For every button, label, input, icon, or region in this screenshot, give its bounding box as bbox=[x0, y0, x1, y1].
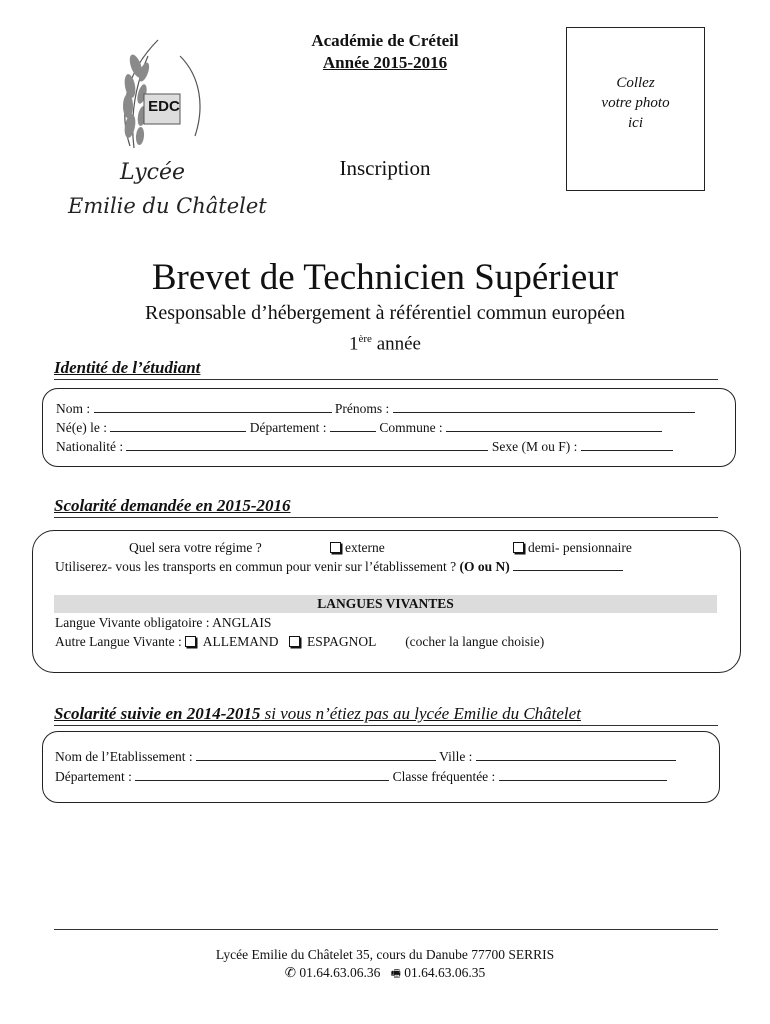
year-word: année bbox=[376, 333, 421, 355]
demi-pensionnaire-label: demi- pensionnaire bbox=[528, 540, 632, 555]
departement-classe-row bbox=[55, 769, 667, 785]
cocher-hint: (cocher la langue choisie) bbox=[405, 634, 545, 649]
sexe-field[interactable] bbox=[581, 439, 673, 451]
scolarite-suivie-box bbox=[42, 731, 720, 803]
scolarite-suivie-heading-rest: si vous n’étiez pas au lycée Emilie du Châtelet bbox=[260, 704, 581, 723]
photo-box bbox=[566, 27, 705, 191]
logo-initials: EDC bbox=[148, 98, 180, 115]
footer-contacts bbox=[0, 965, 770, 984]
photo-instructions bbox=[567, 73, 704, 133]
o-ou-n-label: (O ou N) bbox=[459, 559, 510, 574]
page-subtitle: Responsable d’hébergement à référentiel commun européen bbox=[145, 302, 625, 324]
photo-line-2: votre photo bbox=[601, 95, 670, 111]
photo-line-1: Collez bbox=[616, 75, 655, 91]
phone-number: 01.64.63.06.36 bbox=[299, 965, 381, 980]
demi-pensionnaire-option[interactable] bbox=[513, 540, 632, 556]
externe-option[interactable] bbox=[330, 540, 385, 556]
year-superscript: ère bbox=[358, 333, 372, 345]
section-scolarite-demandee-heading bbox=[54, 496, 718, 518]
classe-label: Classe fréquentée : bbox=[392, 769, 496, 784]
autre-langue-row bbox=[55, 634, 544, 650]
demi-pensionnaire-checkbox[interactable] bbox=[513, 542, 524, 553]
prenoms-field[interactable] bbox=[393, 401, 695, 413]
nationalite-field[interactable] bbox=[126, 439, 488, 451]
regime-question: Quel sera votre régime ? bbox=[129, 540, 262, 555]
nationalite-label: Nationalité : bbox=[56, 439, 124, 454]
section-identite-heading bbox=[54, 358, 718, 380]
espagnol-label: ESPAGNOL bbox=[307, 634, 376, 649]
fax-icon: 🖷 bbox=[390, 967, 401, 980]
espagnol-checkbox[interactable] bbox=[289, 636, 300, 647]
academie-label: Académie de Créteil bbox=[311, 31, 459, 50]
ville-label: Ville : bbox=[439, 749, 473, 764]
year-number: 1 bbox=[349, 333, 359, 355]
identite-row-1 bbox=[56, 401, 695, 417]
externe-checkbox[interactable] bbox=[330, 542, 341, 553]
section-scolarite-suivie-heading bbox=[54, 704, 718, 726]
footer-divider bbox=[54, 929, 718, 930]
photo-line-3: ici bbox=[628, 115, 643, 131]
ne-le-field[interactable] bbox=[110, 420, 246, 432]
year-label bbox=[0, 333, 770, 355]
allemand-checkbox[interactable] bbox=[185, 636, 196, 647]
classe-field[interactable] bbox=[499, 769, 667, 781]
inscription-label: Inscription bbox=[339, 156, 431, 180]
footer-address: Lycée Emilie du Châtelet 35, cours du Danube 77700 SERRIS bbox=[215, 947, 555, 962]
identite-row-3 bbox=[56, 439, 673, 455]
etablissement-label: Nom de l’Etablissement : bbox=[55, 749, 193, 764]
annee-label: Année 2015-2016 bbox=[322, 53, 448, 72]
prenoms-label: Prénoms : bbox=[334, 401, 390, 416]
allemand-label: ALLEMAND bbox=[202, 634, 279, 649]
scolarite-demandee-heading-text: Scolarité demandée en 2015-2016 bbox=[54, 496, 291, 515]
nom-field[interactable] bbox=[94, 401, 332, 413]
identite-row-2 bbox=[56, 420, 662, 436]
logo-name-line2: Emilie du Châtelet bbox=[68, 194, 267, 218]
autre-langue-label: Autre Langue Vivante : bbox=[55, 634, 182, 649]
transports-question: Utiliserez- vous les transports en commun pour venir sur l’établissement ? bbox=[55, 559, 457, 574]
fax-number: 01.64.63.06.35 bbox=[404, 965, 486, 980]
etablissement-field[interactable] bbox=[196, 749, 436, 761]
header-academie-block bbox=[250, 30, 520, 74]
etablissement-row bbox=[55, 749, 676, 765]
departement-field[interactable] bbox=[330, 420, 376, 432]
commune-label: Commune : bbox=[379, 420, 443, 435]
langues-vivantes-bar: LANGUES VIVANTES bbox=[54, 595, 717, 613]
scolarite-suivie-heading-bold: Scolarité suivie en 2014-2015 bbox=[54, 704, 261, 723]
externe-label: externe bbox=[345, 540, 385, 555]
nom-label: Nom : bbox=[56, 401, 91, 416]
school-logo bbox=[60, 36, 270, 226]
suivie-departement-label: Département : bbox=[55, 769, 132, 784]
ne-le-label: Né(e) le : bbox=[56, 420, 107, 435]
phone-icon: ✆ bbox=[284, 965, 297, 980]
page-title: Brevet de Technicien Supérieur bbox=[151, 257, 619, 298]
commune-field[interactable] bbox=[446, 420, 662, 432]
identite-box bbox=[42, 388, 736, 467]
transports-row bbox=[55, 559, 623, 575]
departement-label: Département : bbox=[249, 420, 327, 435]
identite-heading-text: Identité de l’étudiant bbox=[54, 358, 201, 377]
ville-field[interactable] bbox=[476, 749, 676, 761]
transports-field[interactable] bbox=[513, 559, 623, 571]
suivie-departement-field[interactable] bbox=[135, 769, 389, 781]
langue-obligatoire: Langue Vivante obligatoire : ANGLAIS bbox=[55, 615, 272, 630]
logo-name-line1: Lycée bbox=[120, 160, 186, 185]
sexe-label: Sexe (M ou F) : bbox=[491, 439, 578, 454]
